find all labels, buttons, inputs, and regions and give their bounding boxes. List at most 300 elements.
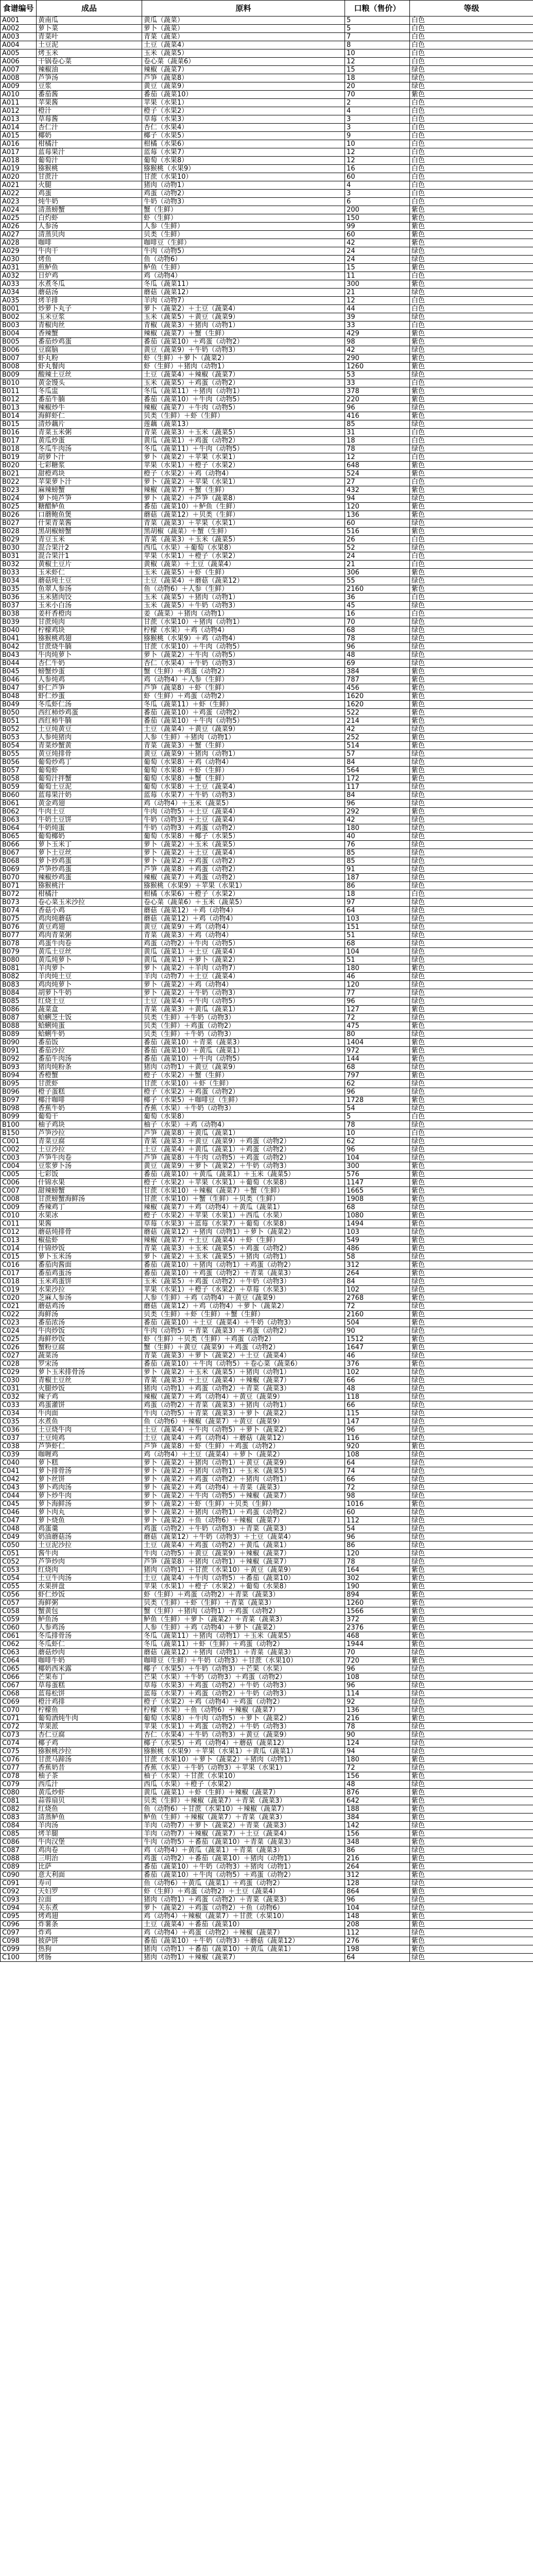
cell-code: C066 [1,1673,37,1682]
table-row [1,577,533,585]
cell-dish: 蘑菇鸡汤 [37,1302,142,1311]
cell-grade: 绿色 [410,1541,533,1550]
cell-grade: 绿色 [410,1879,533,1888]
cell-ingredients: 鱼（动物6）＋甘蔗（水果10）＋辣椒（蔬菜7） [142,1805,345,1814]
cell-price: 180 [345,964,410,973]
table-row [1,1830,533,1838]
cell-dish: 青菜豆腐 [37,1138,142,1146]
cell-ingredients: 椰子（水果5）＋咖啡豆（生鲜） [142,1096,345,1105]
cell-dish: 寿司 [37,1879,142,1888]
cell-code: C097 [1,1929,37,1937]
cell-price: 77 [345,989,410,997]
cell-code: C009 [1,1204,37,1212]
cell-ingredients: 青菜（蔬菜3）＋玉米（蔬菜5）＋鸡蛋（动物2） [142,1245,345,1253]
cell-price: 136 [345,511,410,519]
cell-code: B013 [1,404,37,412]
cell-dish: 蘑菇炖土豆 [37,577,142,585]
cell-price: 514 [345,742,410,750]
cell-price: 78 [345,1723,410,1731]
cell-dish: 杏仁汁 [37,124,142,132]
cell-grade: 绿色 [410,635,533,643]
cell-dish: 比萨 [37,1863,142,1871]
cell-price: 104 [345,1154,410,1162]
table-row [1,1039,533,1047]
table-row [1,1302,533,1311]
cell-code: A009 [1,82,37,91]
cell-grade: 绿色 [410,1764,533,1772]
table-row [1,124,533,132]
table-row [1,808,533,816]
cell-code: A032 [1,272,37,280]
header-dish: 成品 [37,1,142,16]
table-row [1,997,533,1006]
table-row [1,1080,533,1088]
cell-price: 1016 [345,1500,410,1509]
cell-code: B075 [1,915,37,923]
cell-price: 148 [345,1912,410,1921]
cell-dish: 青豆玉米 [37,536,142,544]
cell-dish: 豆浆萝卜汤 [37,1162,142,1171]
cell-grade: 紫色 [410,1863,533,1871]
cell-ingredients: 芦笋（蔬菜8）＋猪肉（动物1）＋辣椒（蔬菜7） [142,1558,345,1566]
header-ingredients: 原料 [142,1,345,16]
table-row [1,305,533,313]
cell-ingredients: 冬瓜（蔬菜11） [142,280,345,289]
table-row [1,981,533,989]
cell-dish: 香蕉牛奶 [37,1105,142,1113]
table-row [1,1327,533,1335]
cell-code: C091 [1,1879,37,1888]
cell-grade: 绿色 [410,833,533,841]
cell-price: 300 [345,1162,410,1171]
cell-price: 972 [345,1047,410,1055]
cell-dish: 萝卜炖芦笋 [37,495,142,503]
cell-ingredients: 橙子（水果2）＋苹果（水果1）＋葡萄（水果8） [142,1179,345,1187]
cell-ingredients: 萝卜（蔬菜2）＋芦笋（蔬菜8） [142,495,345,503]
cell-ingredients: 玉米（蔬菜5）＋牛奶（动物3） [142,602,345,610]
cell-price: 78 [345,1121,410,1129]
cell-ingredients: 萝卜（蔬菜2）＋牛奶（动物3） [142,989,345,997]
cell-ingredients: 牛肉（动物5）＋青菜（蔬菜3）＋鸡蛋（动物2） [142,1327,345,1335]
table-row [1,453,533,462]
cell-price: 797 [345,1072,410,1080]
cell-price: 86 [345,882,410,890]
cell-grade: 紫色 [410,1937,533,1945]
cell-grade: 绿色 [410,643,533,651]
cell-code: C068 [1,1690,37,1698]
table-row [1,816,533,824]
cell-price: 42 [345,346,410,354]
table-row [1,1888,533,1896]
cell-ingredients: 青菜（蔬菜3）＋玉米（蔬菜5） [142,429,345,437]
cell-code: B077 [1,931,37,940]
cell-price: 53 [345,371,410,379]
cell-ingredients: 椰子（水果5）＋鸡（动物4）＋蘑菇（蔬菜12） [142,1739,345,1748]
cell-dish: 海鲜虾仁 [37,412,142,420]
cell-ingredients: 橙子（水果2）＋鸡（动物4） [142,470,345,478]
cell-dish: 烤玉米 [37,49,142,58]
cell-dish: 红烧鱼 [37,1805,142,1814]
cell-grade: 紫色 [410,231,533,239]
cell-price: 2160 [345,1311,410,1319]
table-row [1,1690,533,1698]
table-row [1,462,533,470]
cell-code: C061 [1,1632,37,1640]
cell-code: A001 [1,16,37,25]
cell-grade: 绿色 [410,1138,533,1146]
cell-code: C029 [1,1368,37,1377]
cell-price: 120 [345,503,410,511]
table-row [1,659,533,668]
cell-price: 96 [345,1426,410,1434]
cell-price: 104 [345,1904,410,1912]
table-row [1,264,533,272]
cell-grade: 绿色 [410,1846,533,1855]
cell-dish: 冬瓜虾仁 [37,1640,142,1649]
cell-ingredients: 橙子（水果2） [142,107,345,115]
cell-grade: 绿色 [410,1731,533,1739]
cell-code: B053 [1,734,37,742]
cell-grade: 绿色 [410,602,533,610]
cell-price: 1908 [345,1195,410,1204]
table-row [1,1401,533,1410]
cell-dish: 牛肉干 [37,247,142,256]
cell-code: C086 [1,1838,37,1846]
table-row [1,1846,533,1855]
table-row [1,91,533,99]
cell-price: 46 [345,1352,410,1360]
cell-code: B088 [1,1022,37,1030]
cell-dish: 人参炖鸡 [37,676,142,684]
cell-dish: 葡萄汁拌蟹 [37,775,142,783]
cell-price: 117 [345,783,410,791]
cell-dish: 青椒土豆丝 [37,1377,142,1385]
cell-price: 97 [345,899,410,907]
cell-code: C054 [1,1574,37,1583]
cell-price: 64 [345,1954,410,1962]
cell-ingredients: 番茄（蔬菜10）＋猪肉（动物1）＋鸡蛋（动物2） [142,1261,345,1269]
table-row [1,1871,533,1879]
cell-ingredients: 苹果（水果1）＋橙子（水果2） [142,462,345,470]
cell-price: 120 [345,981,410,989]
cell-price: 115 [345,1410,410,1418]
table-row [1,1063,533,1072]
cell-code: C021 [1,1302,37,1311]
cell-grade: 绿色 [410,371,533,379]
table-row [1,1649,533,1657]
cell-ingredients: 柠檬（水果）＋鱼（动物6）＋辣椒（蔬菜7） [142,1706,345,1715]
cell-code: B040 [1,626,37,635]
cell-code: B086 [1,1006,37,1014]
cell-ingredients: 杏仁（水果4） [142,124,345,132]
table-row [1,330,533,338]
cell-price: 66 [345,1377,410,1385]
cell-price: 864 [345,1888,410,1896]
cell-price: 156 [345,1772,410,1781]
cell-dish: 甘蔗螃蟹海鲜汤 [37,1195,142,1204]
table-row [1,1443,533,1451]
cell-grade: 紫色 [410,503,533,511]
table-row [1,824,533,833]
cell-code: B096 [1,1088,37,1096]
cell-price: 96 [345,1146,410,1154]
cell-price: 57 [345,750,410,758]
cell-price: 312 [345,1261,410,1269]
cell-code: C015 [1,1253,37,1261]
table-row [1,346,533,354]
cell-code: C079 [1,1781,37,1789]
cell-ingredients: 猪肉（动物1）＋番茄（蔬菜10）＋黄瓜（蔬菜1） [142,1945,345,1954]
recipe-table-body [1,16,533,1962]
cell-dish: 柑橘汁 [37,140,142,148]
cell-ingredients: 羊肉（动物7）＋辣椒（蔬菜7）＋土豆（蔬菜4） [142,1830,345,1838]
cell-ingredients: 冬瓜（蔬菜11）＋虾（生鲜） [142,701,345,709]
cell-ingredients: 萝卜（蔬菜2）＋土豆（蔬菜4） [142,305,345,313]
cell-price: 48 [345,1385,410,1393]
table-row [1,1566,533,1574]
cell-grade: 绿色 [410,899,533,907]
cell-ingredients: 苹果（水果1）＋橙子（水果2） [142,552,345,561]
cell-code: B045 [1,668,37,676]
cell-price: 80 [345,1030,410,1039]
cell-price: 876 [345,1789,410,1797]
cell-ingredients: 香蕉（水果）＋牛奶（动物3）＋苹果（水果1） [142,1764,345,1772]
cell-grade: 紫色 [410,1047,533,1055]
cell-code: C055 [1,1583,37,1591]
table-row [1,692,533,701]
cell-grade: 绿色 [410,1410,533,1418]
cell-dish: 豆腐脑 [37,346,142,354]
cell-grade: 绿色 [410,997,533,1006]
cell-grade: 紫色 [410,585,533,594]
cell-dish: 苹果萝卜汁 [37,478,142,486]
cell-grade: 紫色 [410,1344,533,1352]
cell-code: B037 [1,602,37,610]
cell-ingredients: 柚子（水果）＋甘蔗（水果10） [142,1772,345,1781]
cell-price: 522 [345,709,410,717]
cell-ingredients: 猕猴桃（水果9）＋鸡（动物4） [142,635,345,643]
cell-ingredients: 苹果（水果1）＋橙子（水果2）＋葡萄（水果8） [142,1583,345,1591]
cell-dish: 苹果酱 [37,99,142,107]
cell-price: 42 [345,239,410,247]
table-row [1,964,533,973]
cell-code: C071 [1,1715,37,1723]
cell-ingredients: 葡萄（水果8）＋牛肉（动物5）＋萝卜（蔬菜2） [142,1715,345,1723]
cell-code: C077 [1,1764,37,1772]
cell-grade: 绿色 [410,725,533,734]
cell-code: C081 [1,1797,37,1805]
cell-ingredients: 葡萄（水果8）＋虾（生鲜） [142,767,345,775]
cell-price: 74 [345,1467,410,1476]
cell-ingredients: 鲈鱼（生鲜） [142,264,345,272]
table-row [1,1187,533,1195]
cell-code: B056 [1,758,37,767]
cell-dish: 青椒肉丝 [37,321,142,330]
header-grade: 等级 [410,1,533,16]
table-row [1,16,533,25]
cell-ingredients: 牛肉（动物5） [142,247,345,256]
cell-price: 1944 [345,1640,410,1649]
cell-ingredients: 猕猴桃（水果9）＋苹果（水果1） [142,882,345,890]
cell-code: B057 [1,767,37,775]
cell-dish: 芦笋沙拉 [37,1129,142,1138]
table-row [1,1731,533,1739]
cell-code: B009 [1,371,37,379]
cell-price: 62 [345,1138,410,1146]
cell-price: 429 [345,330,410,338]
cell-grade: 绿色 [410,1401,533,1410]
cell-dish: 萝卜鸡肉汤 [37,1484,142,1492]
cell-code: A003 [1,33,37,41]
cell-dish: 烤羊腿 [37,1830,142,1838]
cell-ingredients: 鸡（动物4） [142,272,345,280]
cell-code: B087 [1,1014,37,1022]
cell-price: 180 [345,824,410,833]
cell-price: 920 [345,1443,410,1451]
cell-dish: 羊肉炖土豆 [37,973,142,981]
cell-ingredients: 青菜（蔬菜3）＋玉米（蔬菜5） [142,536,345,544]
cell-price: 156 [345,1830,410,1838]
cell-code: C001 [1,1138,37,1146]
table-row [1,874,533,882]
cell-price: 300 [345,280,410,289]
cell-ingredients: 黄豆（蔬菜9）＋牛奶（动物3） [142,346,345,354]
cell-price: 142 [345,1822,410,1830]
cell-price: 3 [345,124,410,132]
cell-ingredients: 猕猴桃（水果9）＋苹果（水果1）＋黄瓜（蔬菜1） [142,1748,345,1756]
cell-price: 475 [345,1022,410,1030]
table-row [1,363,533,371]
cell-grade: 紫色 [410,734,533,742]
cell-grade: 绿色 [410,1352,533,1360]
cell-dish: 什锦水果 [37,1179,142,1187]
cell-dish: 黄金馒头 [37,379,142,387]
cell-dish: 葡萄椰奶 [37,833,142,841]
cell-dish: 橙汁鸡排 [37,1698,142,1706]
cell-price: 104 [345,948,410,956]
cell-price: 302 [345,1574,410,1583]
cell-dish: 辣椒油 [37,66,142,74]
cell-price: 85 [345,857,410,866]
cell-dish: 香蕉奶昔 [37,1764,142,1772]
cell-grade: 绿色 [410,1929,533,1937]
cell-price: 96 [345,1665,410,1673]
cell-grade: 紫色 [410,1715,533,1723]
table-row [1,1055,533,1063]
cell-grade: 白色 [410,132,533,140]
cell-code: B011 [1,387,37,396]
cell-ingredients: 葡萄（水果8）＋鸡（动物4） [142,758,345,767]
cell-dish: 黄瓜炒虾 [37,1789,142,1797]
cell-code: C085 [1,1830,37,1838]
cell-price: 10 [345,140,410,148]
cell-ingredients: 番茄（蔬菜10）＋鸡蛋（动物2） [142,338,345,346]
cell-dish: 鸡蛋羹 [37,1525,142,1533]
cell-code: C007 [1,1187,37,1195]
cell-dish: 蓝莓果汁 [37,148,142,157]
cell-grade: 绿色 [410,791,533,800]
cell-grade: 绿色 [410,1954,533,1962]
cell-price: 172 [345,775,410,783]
cell-price: 102 [345,1368,410,1377]
cell-ingredients: 苹果（水果1） [142,99,345,107]
cell-grade: 紫色 [410,1022,533,1030]
cell-ingredients: 人参（生鲜） [142,223,345,231]
cell-grade: 绿色 [410,1550,533,1558]
cell-grade: 绿色 [410,1146,533,1154]
cell-dish: 鸡肉青菜粥 [37,931,142,940]
table-row [1,1781,533,1789]
cell-ingredients: 贝类（生鲜）＋牛奶（动物3） [142,1014,345,1022]
cell-code: A031 [1,264,37,272]
cell-grade: 绿色 [410,1467,533,1476]
cell-ingredients: 青椒（蔬菜3）＋猪肉（动物1） [142,321,345,330]
cell-dish: 西红柿牛腩 [37,717,142,725]
cell-code: C051 [1,1550,37,1558]
cell-grade: 紫色 [410,1311,533,1319]
cell-dish: 鱼翠人参汤 [37,585,142,594]
cell-grade: 绿色 [410,289,533,297]
cell-grade: 白色 [410,49,533,58]
cell-ingredients: 虾（生鲜）＋鸡蛋（动物2）＋土豆（蔬菜4） [142,1888,345,1896]
table-row [1,561,533,569]
cell-price: 60 [345,173,410,181]
cell-ingredients: 葡萄（水果8）＋椰子（水果5） [142,833,345,841]
cell-code: B029 [1,536,37,544]
cell-ingredients: 土豆（蔬菜4）＋牛肉（动物5）＋萝卜（蔬菜2） [142,1426,345,1434]
cell-ingredients: 柠檬（水果）＋鸡（动物4） [142,626,345,635]
cell-dish: 水果冰 [37,1212,142,1220]
cell-dish: 甘蔗马蹄汤 [37,1756,142,1764]
cell-grade: 绿色 [410,1459,533,1467]
table-row [1,1640,533,1649]
cell-ingredients: 土豆（蔬菜4）＋牛肉（动物5）＋番茄（蔬菜10） [142,1574,345,1583]
cell-price: 60 [345,231,410,239]
cell-price: 16 [345,165,410,173]
cell-code: C027 [1,1352,37,1360]
cell-price: 642 [345,1797,410,1805]
cell-ingredients: 青菜（蔬菜3）＋萝卜（蔬菜2）＋土豆（蔬菜4） [142,1352,345,1360]
cell-price: 456 [345,684,410,692]
cell-code: B097 [1,1096,37,1105]
cell-grade: 绿色 [410,1080,533,1088]
cell-grade: 绿色 [410,800,533,808]
cell-ingredients: 萝卜（蔬菜2）＋牛肉（动物5） [142,651,345,659]
cell-grade: 绿色 [410,445,533,453]
cell-price: 216 [345,1855,410,1863]
cell-ingredients: 黄瓜（蔬菜1）＋虾（生鲜）＋辣椒（蔬菜7） [142,1789,345,1797]
cell-code: B044 [1,659,37,668]
table-row [1,1525,533,1533]
table-row [1,1368,533,1377]
cell-dish: 鸡蛋 [37,190,142,198]
cell-ingredients: 葡萄（水果8） [142,157,345,165]
cell-dish: 羊肉萝卜 [37,964,142,973]
cell-price: 46 [345,973,410,981]
cell-ingredients: 青菜（蔬菜3）＋苹果（水果1） [142,519,345,528]
cell-price: 6 [345,198,410,206]
table-row [1,1253,533,1261]
cell-price: 90 [345,1731,410,1739]
table-row [1,1863,533,1871]
cell-grade: 白色 [410,181,533,190]
cell-dish: 虾仁炒蛋 [37,692,142,701]
cell-price: 85 [345,849,410,857]
table-row [1,750,533,758]
table-row [1,1344,533,1352]
cell-code: C099 [1,1945,37,1954]
cell-dish: 什果青菜酱 [37,519,142,528]
